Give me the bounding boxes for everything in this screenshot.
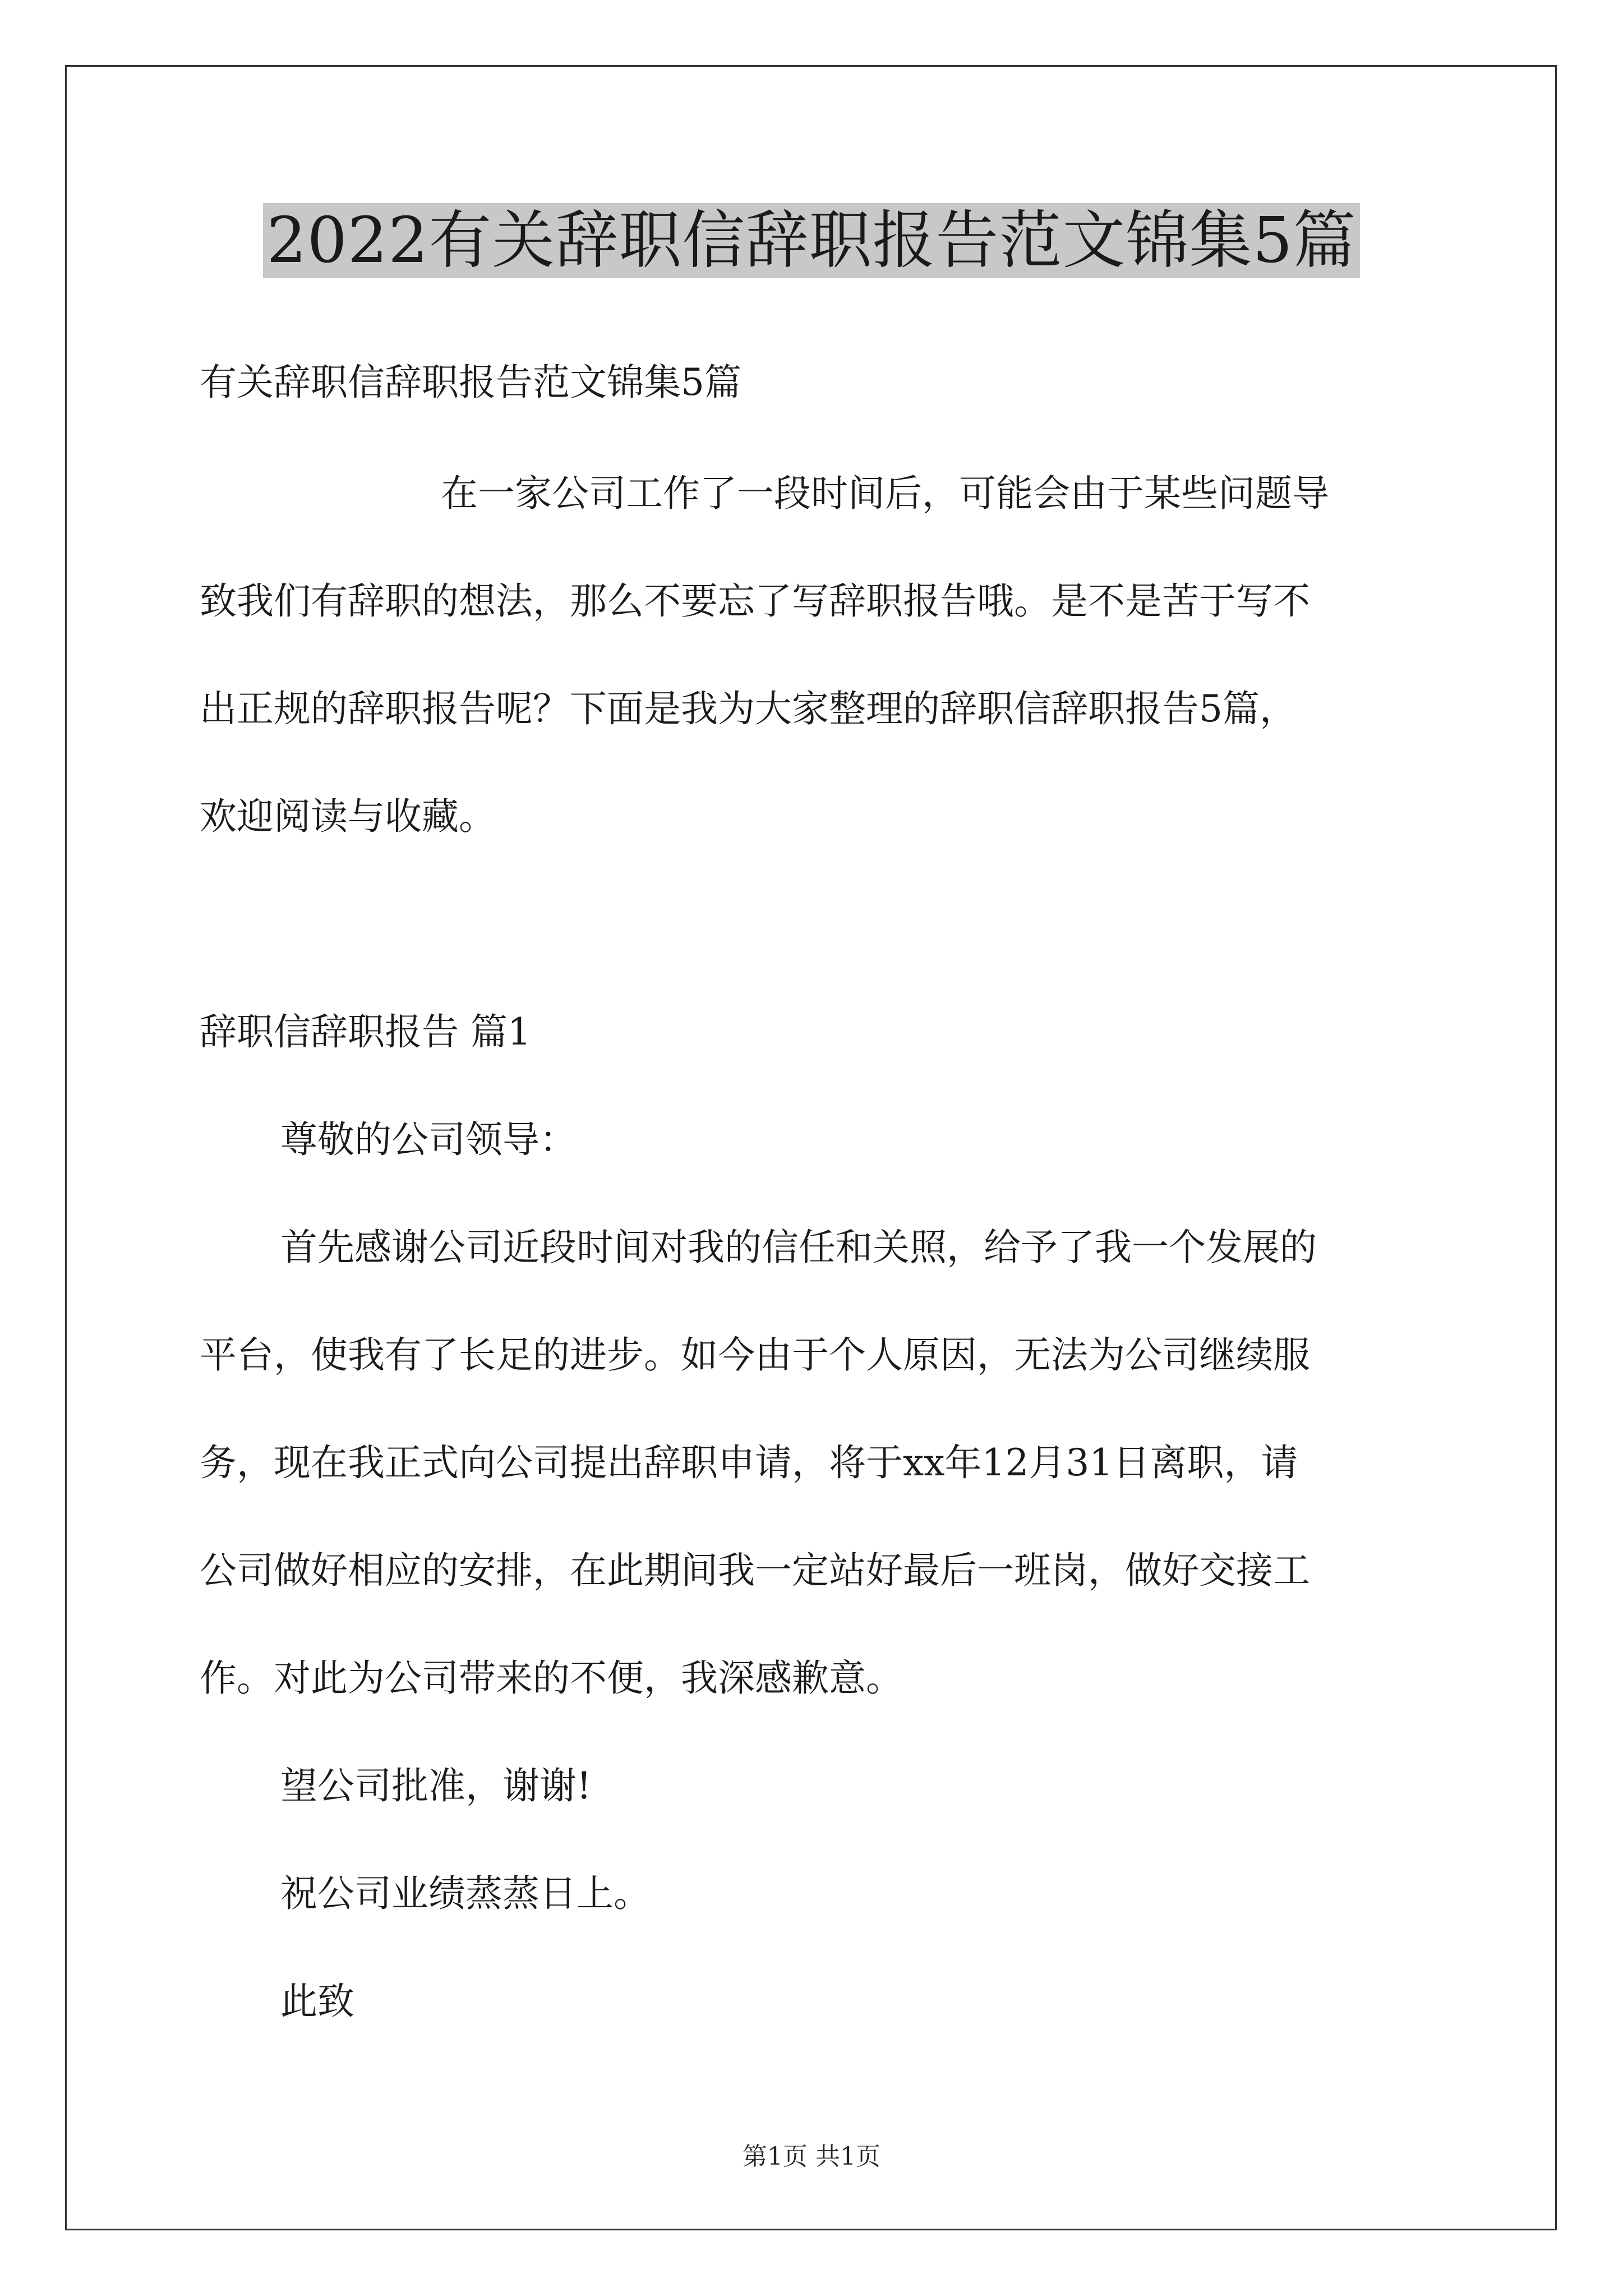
intro-line-1: 在一家公司工作了一段时间后，可能会由于某些问题导 <box>441 472 1329 515</box>
body-line-5: 作。对此为公司带来的不便，我深感歉意。 <box>200 1657 903 1700</box>
body-line-3: 务，现在我正式向公司提出辞职申请，将于xx年12月31日离职，请 <box>200 1441 1298 1484</box>
body-line-1: 首先感谢公司近段时间对我的信任和关照，给予了我一个发展的 <box>280 1226 1317 1269</box>
intro-line-4: 欢迎阅读与收藏。 <box>200 795 496 838</box>
title-container <box>0 203 1623 278</box>
intro-line-3: 出正规的辞职报告呢？下面是我为大家整理的辞职信辞职报告5篇， <box>200 687 1297 730</box>
closing-line-2: 祝公司业绩蒸蒸日上。 <box>280 1872 651 1915</box>
body-line-2: 平台，使我有了长足的进步。如今由于个人原因，无法为公司继续服 <box>200 1333 1310 1377</box>
intro-line-2: 致我们有辞职的想法，那么不要忘了写辞职报告哦。是不是苦于写不 <box>200 579 1310 623</box>
page-footer: 第1页 共1页 <box>743 2142 880 2171</box>
closing-line-3: 此致 <box>280 1980 354 2023</box>
closing-line-1: 望公司批准，谢谢! <box>280 1764 592 1807</box>
document-subtitle: 有关辞职信辞职报告范文锦集5篇 <box>200 361 741 404</box>
salutation: 尊敬的公司领导： <box>280 1118 577 1161</box>
section-heading: 辞职信辞职报告 篇1 <box>200 1010 531 1053</box>
body-line-4: 公司做好相应的安排，在此期间我一定站好最后一班岗，做好交接工 <box>200 1549 1310 1592</box>
document-title: 2022有关辞职信辞职报告范文锦集5篇 <box>263 203 1359 278</box>
